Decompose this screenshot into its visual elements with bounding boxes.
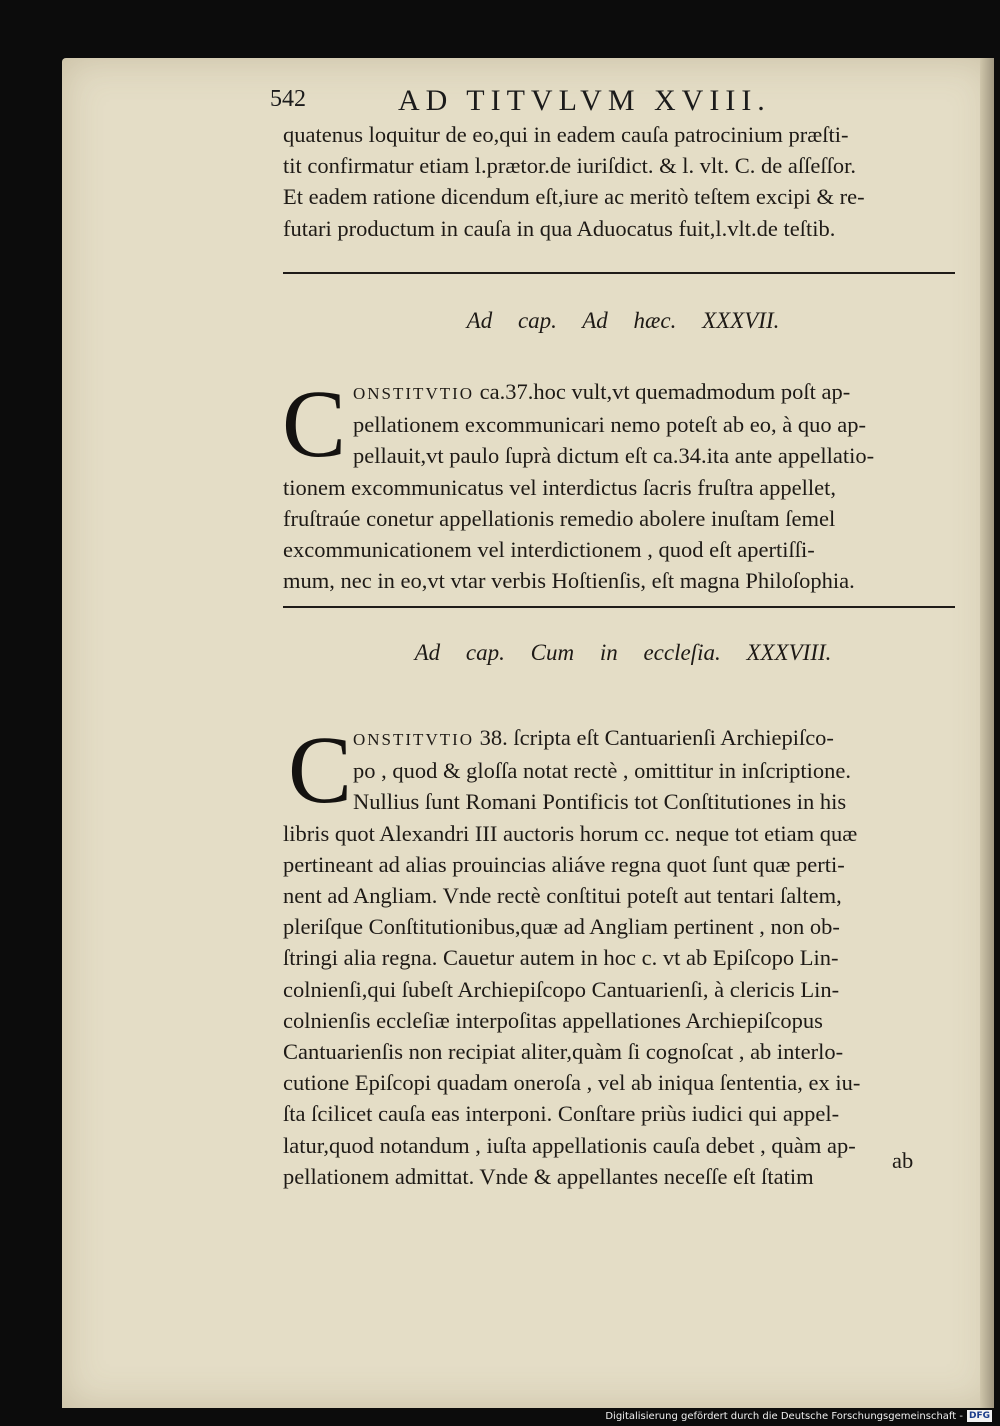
section-divider (283, 606, 955, 608)
text-line: ſtringi alia regna. Cauetur autem in hoc c. vt ab Epiſcopo Lin- (283, 945, 839, 971)
footer-text: Digitalisierung gefördert durch die Deutsche Forschungsgemeinschaft - (605, 1410, 963, 1422)
text-line: latur,quod notandum , iuſta appellationis cauſa debet , quàm ap- (283, 1132, 856, 1158)
section-heading-xxxvii: Ad cap. Ad hæc. XXXVII. (466, 308, 780, 333)
drop-cap: C (288, 716, 353, 823)
text-line: Nullius ſunt Romani Pontificis tot Conſtitutiones in his (353, 789, 847, 815)
text-line: nent ad Angliam. Vnde rectè conſtitui poteſt aut tentari ſaltem, (283, 883, 842, 909)
page-number: 542 (270, 86, 306, 112)
text-line (283, 722, 963, 755)
text-line: pellationem excommunicari nemo poteſt ab eo, à quo ap- (353, 412, 866, 438)
dfg-logo: DFG (968, 1411, 990, 1421)
drop-cap: C (282, 370, 347, 477)
digitization-footer (605, 1410, 992, 1422)
text-fragment: 38. ſcripta eſt Cantuarienſi Archiepiſco- (479, 725, 834, 750)
paragraph-xxxvii (282, 370, 963, 596)
text-line: Et eadem ratione dicendum eſt,iure ac meritò teſtem excipi & re- (283, 184, 865, 210)
text-line: pellauit,vt paulo ſuprà dictum eſt ca.34.ita ante appellatio- (353, 443, 875, 469)
running-title: AD TITVLVM XVIII. (398, 84, 771, 117)
opening-word: ONSTITVTIO (353, 384, 475, 403)
text-line: mum, nec in eo,vt vtar verbis Hoſtienſis, eſt magna Philoſophia. (283, 568, 855, 594)
text-line: tit confirmatur etiam l.prætor.de iuriſdict. & l. vlt. C. de aſſeſſor. (283, 153, 857, 179)
text-line: ſta ſcilicet cauſa eas interponi. Conſtare priùs iudici qui appel- (283, 1101, 840, 1127)
section-divider (283, 272, 955, 274)
text-line: po , quod & gloſſa notat rectè , omittitur in inſcriptione. (353, 758, 852, 784)
text-line: Cantuarienſis non recipiat aliter,quàm ſi cognoſcat , ab interlo- (283, 1039, 844, 1065)
text-line: excommunicationem vel interdictionem , quod eſt apertiſſi- (283, 537, 815, 563)
section-heading-xxxviii: Ad cap. Cum in eccleſia. XXXVIII. (414, 640, 832, 665)
opening-word: ONSTITVTIO (353, 730, 475, 749)
text-line (283, 376, 963, 409)
text-line: libris quot Alexandri III auctoris horum cc. neque tot etiam quæ (283, 820, 858, 846)
text-line: cutione Epiſcopi quadam oneroſa , vel ab iniqua ſententia, ex iu- (283, 1070, 861, 1096)
paragraph-xxxviii (283, 716, 963, 1192)
text-line: pleriſque Conſtitutionibus,quæ ad Angliam pertinent , non ob- (283, 914, 840, 940)
page-edge (980, 58, 994, 1408)
text-line: fruſtraúe conetur appellationis remedio abolere inuſtam ſemel (283, 505, 836, 531)
text-line: pertineant ad alias prouincias aliáve regna quot ſunt quæ perti- (283, 851, 845, 877)
text-line: pellationem admittat. Vnde & appellantes neceſſe eſt ſtatim (283, 1163, 814, 1189)
text-line: futari productum in cauſa in qua Aduocatus fuit,l.vlt.de teſtib. (283, 215, 836, 241)
continuation-paragraph (283, 119, 963, 244)
text-line: tionem excommunicatus vel interdictus ſacris fruſtra appellet, (283, 474, 836, 500)
text-line: colnienſis eccleſiæ interpoſitas appellationes Archiepiſcopus (283, 1007, 823, 1033)
catchword: ab (892, 1148, 914, 1173)
text-line: colnienſi,qui ſubeſt Archiepiſcopo Cantuarienſi, à clericis Lin- (283, 976, 840, 1002)
text-line: quatenus loquitur de eo,qui in eadem cauſa patrocinium præſti- (283, 122, 849, 147)
text-fragment: ca.37.hoc vult,vt quemadmodum poſt ap- (479, 379, 851, 404)
